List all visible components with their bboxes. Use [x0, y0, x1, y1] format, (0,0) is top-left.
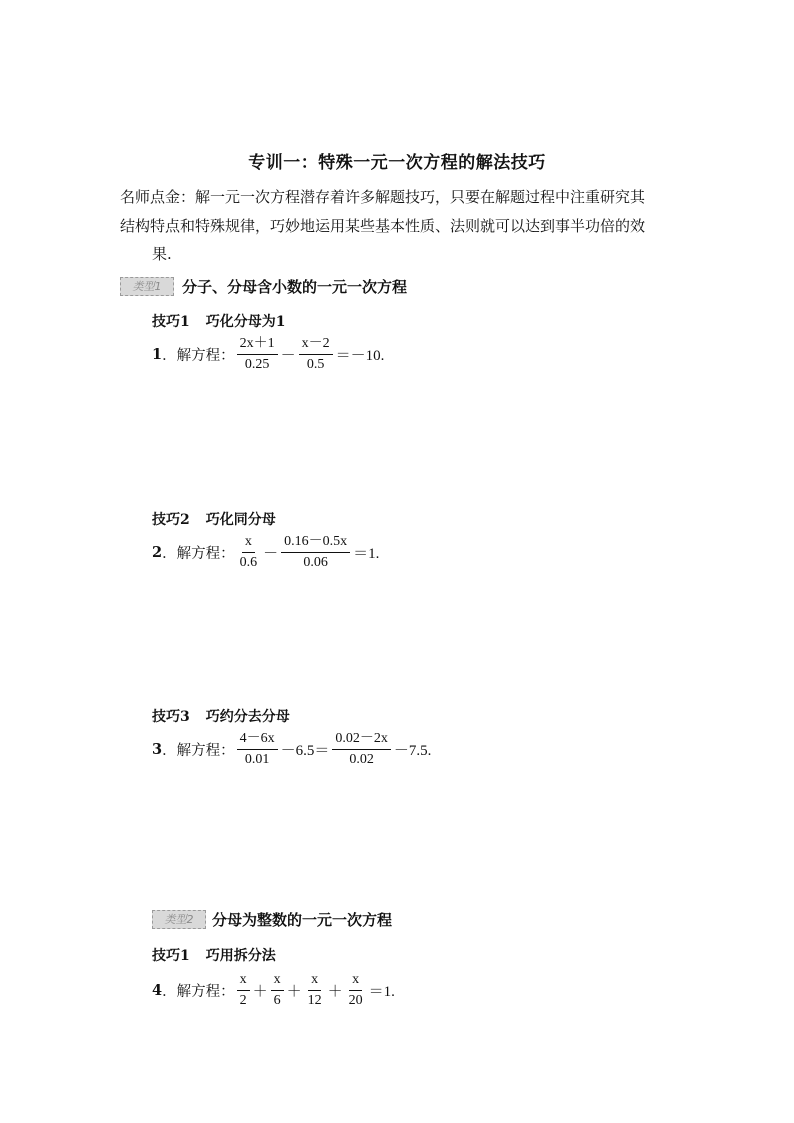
- problem-number: 4: [152, 982, 163, 999]
- denominator: 0.01: [244, 752, 270, 767]
- equation-rhs: ＝1.: [353, 546, 380, 562]
- tip-name: 巧约分去分母: [205, 709, 290, 725]
- fraction: [271, 972, 284, 1009]
- section-2-header: [152, 909, 392, 930]
- problem-1: [152, 336, 385, 373]
- problem-number: 2: [152, 544, 163, 561]
- numerator: 0.16－0.5x: [281, 534, 350, 553]
- problem-prefix: ．解方程：: [162, 348, 235, 364]
- section-badge: 类型1: [120, 277, 174, 296]
- tip-label: 技巧1: [152, 314, 190, 330]
- numerator: x: [349, 972, 362, 991]
- equation-rhs: ＝－10.: [335, 348, 385, 364]
- fraction: [237, 731, 278, 768]
- intro-line-3: 果.: [152, 245, 172, 263]
- problem-prefix: ．解方程：: [162, 546, 235, 562]
- fraction: [332, 731, 391, 768]
- intro-line-2: 结构特点和特殊规律，巧妙地运用某些基本性质、法则就可以达到事半功倍的效: [120, 217, 646, 235]
- problem-4: [152, 972, 396, 1009]
- fraction: [305, 972, 325, 1009]
- tip-2-heading: [152, 509, 276, 529]
- operator: ＋: [327, 984, 343, 1000]
- fraction: [346, 972, 366, 1009]
- fraction: [237, 336, 278, 373]
- denominator: 0.06: [303, 555, 328, 570]
- problem-prefix: ．解方程：: [162, 743, 235, 759]
- denominator: 0.6: [239, 555, 258, 570]
- operator: －: [263, 546, 279, 562]
- section-1-header: [120, 276, 407, 297]
- tip-1-heading: [152, 311, 286, 331]
- equation-rhs: －7.5.: [393, 743, 432, 759]
- numerator: x: [237, 972, 250, 991]
- denominator: 0.5: [306, 357, 325, 372]
- problem-number: 3: [152, 741, 163, 758]
- operator: ＋: [252, 984, 268, 1000]
- denominator: 6: [273, 993, 281, 1008]
- numerator: 4－6x: [237, 731, 278, 750]
- operator: －: [280, 348, 296, 364]
- page-title: 专训一：特殊一元一次方程的解法技巧: [248, 153, 546, 173]
- denominator: 2: [239, 993, 247, 1008]
- fraction: [237, 534, 261, 571]
- fraction: [237, 972, 250, 1009]
- numerator: x－2: [299, 336, 333, 355]
- tip-3-heading: [152, 706, 290, 726]
- section-title: 分母为整数的一元一次方程: [212, 911, 393, 929]
- problem-3: [152, 731, 432, 768]
- operator: －6.5＝: [280, 743, 330, 759]
- numerator: x: [242, 534, 255, 553]
- tip-name: 巧用拆分法: [205, 948, 276, 964]
- tip-name: 巧化同分母: [205, 512, 276, 528]
- problem-number: 1: [152, 346, 163, 363]
- tip-4-heading: [152, 945, 276, 965]
- section-title: 分子、分母含小数的一元一次方程: [182, 278, 408, 296]
- section-badge: 类型2: [152, 910, 206, 929]
- denominator: 0.25: [244, 357, 270, 372]
- problem-prefix: ．解方程：: [162, 984, 235, 1000]
- numerator: x: [271, 972, 284, 991]
- numerator: 0.02－2x: [332, 731, 391, 750]
- tip-name: 巧化分母为1: [205, 314, 286, 330]
- numerator: x: [308, 972, 321, 991]
- fraction: [281, 534, 350, 571]
- tip-label: 技巧1: [152, 948, 190, 964]
- tip-label: 技巧3: [152, 709, 190, 725]
- denominator: 20: [348, 993, 363, 1008]
- intro-line-1: 名师点金：解一元一次方程潜存着许多解题技巧，只要在解题过程中注重研究其: [120, 188, 646, 206]
- denominator: 12: [307, 993, 322, 1008]
- equation-rhs: ＝1.: [368, 984, 395, 1000]
- tip-label: 技巧2: [152, 512, 190, 528]
- denominator: 0.02: [349, 752, 374, 767]
- fraction: [299, 336, 333, 373]
- operator: ＋: [286, 984, 302, 1000]
- numerator: 2x＋1: [237, 336, 278, 355]
- problem-2: [152, 534, 380, 571]
